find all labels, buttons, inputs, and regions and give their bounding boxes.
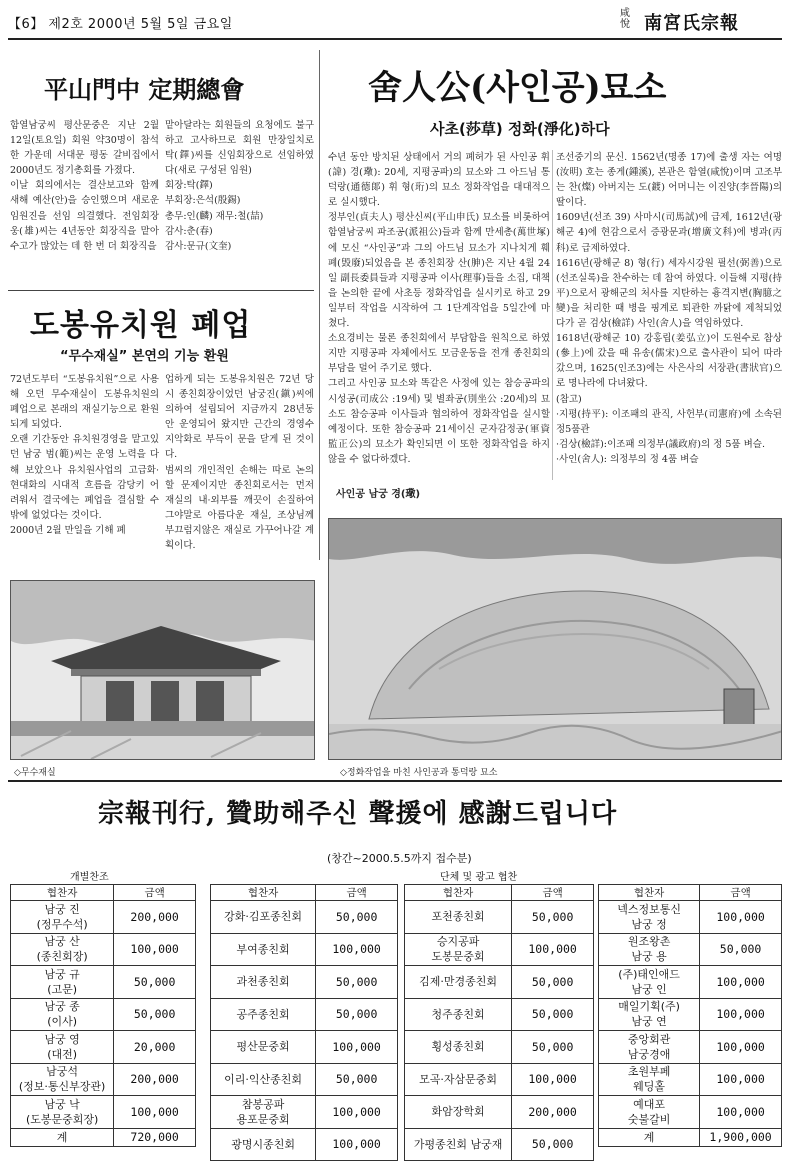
table-row (405, 1128, 594, 1161)
amount-cell: 100,000 (700, 901, 782, 934)
sponsor-detail: 남궁경애 (627, 1047, 671, 1061)
sponsor-name: 남궁 규 (44, 967, 80, 981)
column-divider (319, 50, 320, 560)
individual-label: 개별찬조 (70, 872, 109, 883)
sponsor-name: 남궁 산 (44, 935, 80, 949)
table-row (405, 998, 594, 1031)
sponsor-name: 참봉공파 (241, 1097, 285, 1111)
sponsor-cell (405, 1128, 512, 1161)
sponsor-name: 부여종친회 (236, 942, 290, 956)
amount-cell: 50,000 (316, 1063, 398, 1096)
sponsor-detail: (도봉문중회장) (25, 1112, 99, 1126)
sponsor-detail: 남궁 연 (631, 1015, 667, 1029)
meeting-col1: 함열남궁씨 평산문중은 지난 2월 12일(토요일) 회원 약30명이 참석한 가운데 서대문 평동 갈비집에서 2000년도 정기총회를 가졌다. 이날 회의에서는 결산보고와 함께 새해 예산(안)을 승인했으며 새로운 임원진을 선임 의결했다. 전임회장 웅(雄)씨는 4년동안 회장직을 맡아 수고가 많았는 데 한 번 더 회장직을 (10, 120, 159, 252)
col-amount-header: 금액 (114, 885, 196, 901)
table-row (405, 1063, 594, 1096)
group-donation-table-c (598, 884, 782, 1147)
col-amount-header: 금액 (316, 885, 398, 901)
sponsor-cell (211, 966, 316, 999)
sponsor-cell (211, 998, 316, 1031)
individual-donation-table (10, 884, 196, 1147)
sponsor-detail: 남궁 인 (631, 982, 667, 996)
tomb-headline: 舍人公(사인공)묘소 (368, 68, 667, 108)
sponsor-cell (599, 1128, 700, 1146)
amount-cell: 50,000 (512, 1031, 594, 1064)
amount-cell: 200,000 (114, 1063, 196, 1096)
table-row (599, 1096, 782, 1129)
table-row (599, 1031, 782, 1064)
table-row (599, 966, 782, 999)
table-row (11, 901, 196, 934)
amount-cell: 100,000 (316, 1128, 398, 1161)
sponsor-name: 모곡·자삼문중회 (419, 1072, 498, 1086)
sponsor-cell (211, 901, 316, 934)
group-donation-table-b (404, 884, 594, 1161)
sponsor-cell (599, 1031, 700, 1064)
sponsor-cell (405, 1063, 512, 1096)
table-row (599, 1063, 782, 1096)
col-amount-header: 금액 (512, 885, 594, 901)
masthead (8, 4, 782, 40)
tomb-col1: 수년 동안 방치된 상태에서 거의 폐허가 된 사인공 휘(諱) 경(璥): 20세, 지평공파)의 묘소와 그 아드님 통덕랑(通德郞) 휘 형(珩)의 묘소 정화작업을 대대적으로 실시했다. 정부인(貞夫人) 평산신씨(平山申氏) 묘소를 비롯하여 함열남궁씨 파조공(派祖公)들과 함께 만세총(萬世塚)에 모신 “사인공”과 그의 아드님 묘소가 지나치게 훼폐(毁廢)되었음을 본 종친회장 산(胂)은 지난 4월 24일 副長委員들과 지평공파 이사(理事)들을 소집, 대책을 논의한 끝에 사초등 정화작업을 실시키로 하고 29일부터 작업을 시작하여 그 1단계작업을 5일간에 마쳤다. 소요경비는 물론 종친회에서 부담함을 원칙으로 하였지만 지평공파 자체에서도 모금운동을 전개 종친회의 부담을 덜어 주기로 했다. 그리고 사인공 묘소와 똑같은 사정에 있는 참승공파의 시성공(司成公 :19세) 및 별좌공(別坐公 :20세)의 묘소도 참승공파 이사들과 협의하여 정화작업을 실시할 예정이다. 또한 참승공파 21세이신 군자감정공(軍資監正公)의 묘소가 확인되면 이 또한 정화작업을 하지 않을 수 없다하겠다. (328, 152, 550, 465)
table-row (211, 901, 398, 934)
table-row (211, 1096, 398, 1129)
sponsor-detail: 남궁 정 (631, 917, 667, 931)
amount-cell: 50,000 (316, 998, 398, 1031)
sponsor-cell (11, 901, 114, 934)
sponsor-cell (11, 998, 114, 1031)
total-row (599, 1128, 782, 1146)
amount-cell: 50,000 (316, 901, 398, 934)
sponsor-detail: 남궁 용 (631, 950, 667, 964)
issue-line: 【6】 제2호 2000년 5월 5일 금요일 (8, 17, 233, 32)
sponsor-name: 초원부페 (627, 1065, 671, 1079)
amount-cell: 100,000 (114, 1096, 196, 1129)
sponsor-name: 광명시종친회 (231, 1137, 295, 1151)
sponsor-cell (211, 933, 316, 966)
section-rule (8, 780, 782, 782)
sponsor-cell (599, 1063, 700, 1096)
sponsor-detail: 용포문중회 (236, 1112, 290, 1126)
amount-cell: 100,000 (700, 1063, 782, 1096)
sponsor-cell (405, 1096, 512, 1129)
sponsor-name: 가평종친회 남궁재 (413, 1137, 503, 1151)
sponsor-detail: 웨딩홀 (633, 1080, 666, 1094)
tomb-caption: ◇정화작업을 마친 사인공과 통덕랑 묘소 (340, 768, 498, 778)
table-row (211, 1128, 398, 1161)
sponsor-name: 승지공파 (436, 935, 480, 949)
sponsor-name: 횡성종친회 (431, 1040, 485, 1054)
amount-cell: 100,000 (512, 1063, 594, 1096)
col-sponsor-header: 협찬자 (405, 885, 512, 901)
kindergarten-col2: 업하게 되는 도봉유치원은 72년 당시 종친회장이었던 남궁진(鎭)씨에 의하여 설립되어 지금까지 28년동안 운영되어 왔지만 근간의 경영수지악화로 부득이 문을 닫게 된 것이다. 범씨의 개인적인 손해는 따로 논의 할 문제이지만 종친회로서는 먼저 재실의 내·외부를 깨끗이 손질하여 그야말로 아름다운 재실, 조상님께 부끄럼지않은 재실로 가꾸어나갈 계획이다. (165, 374, 314, 552)
jaesil-caption: ◇무수재실 (14, 768, 56, 778)
amount-cell: 100,000 (316, 1096, 398, 1129)
sponsor-name: 남궁석 (46, 1065, 79, 1079)
sponsor-cell (211, 1063, 316, 1096)
table-row (599, 901, 782, 934)
amount-cell: 100,000 (700, 1031, 782, 1064)
jaesil-illustration (11, 581, 315, 760)
paper-name: 南宮氏宗報 (644, 13, 739, 34)
amount-cell: 100,000 (114, 933, 196, 966)
sponsor-name: 남궁 진 (44, 902, 80, 916)
amount-cell: 50,000 (512, 901, 594, 934)
amount-cell: 50,000 (512, 998, 594, 1031)
group-donation-table-a (210, 884, 398, 1161)
table-row (11, 998, 196, 1031)
sponsor-detail: (종친회장) (36, 950, 88, 964)
tomb-subtitle: 사초(莎草) 정화(淨化)하다 (430, 120, 610, 138)
amount-cell: 50,000 (700, 933, 782, 966)
meeting-headline: 平山門中 定期總會 (44, 75, 245, 104)
table-row (405, 901, 594, 934)
donation-period: (창간~2000.5.5까지 접수분) (327, 852, 472, 865)
sponsor-cell (599, 1096, 700, 1129)
sponsor-detail: (대전) (47, 1047, 78, 1061)
amount-cell: 1,900,000 (700, 1128, 782, 1146)
sponsor-name: 강화·김포종친회 (224, 910, 303, 924)
amount-cell: 100,000 (512, 933, 594, 966)
sponsor-detail: (고문) (47, 982, 78, 996)
table-row (599, 998, 782, 1031)
table-row (11, 933, 196, 966)
table-row (11, 1096, 196, 1129)
tomb-photo (328, 518, 782, 760)
sponsor-cell (211, 1031, 316, 1064)
sponsor-name: 청주종친회 (431, 1007, 485, 1021)
table-row (211, 1031, 398, 1064)
amount-cell: 100,000 (700, 998, 782, 1031)
column-rule (552, 150, 553, 480)
section-rule (8, 290, 314, 291)
sponsor-cell (599, 998, 700, 1031)
tomb-illustration (329, 519, 782, 760)
sponsor-name: 김제·만경종친회 (419, 975, 498, 989)
table-row (11, 1031, 196, 1064)
table-row (211, 966, 398, 999)
sponsor-cell (211, 1096, 316, 1129)
amount-cell: 50,000 (114, 966, 196, 999)
sponsor-cell (405, 901, 512, 934)
sponsor-name: 계 (56, 1130, 68, 1144)
sponsor-cell (11, 1128, 114, 1146)
portrait-caption: 사인공 남궁 경(璥) (336, 489, 421, 500)
paper-motto: 咸悅 (620, 8, 630, 30)
kindergarten-col1: 72년도부터 “도봉유치원”으로 사용해 오던 무수재실이 도봉유치원의 폐업으로 본래의 재실기능으로 환원되게 되었다. 오랜 기간동안 유치원경영을 맡고있던 남궁 범(範)씨는 운영 노력을 다해 보았으나 유치원사업의 고급화·현대화의 시대적 흐름을 감당키 어려워서 결국에는 폐업을 결심할 수밖에 없었다는 것이다. 2000년 2월 만일을 기해 폐 (10, 374, 159, 536)
sponsor-cell (599, 966, 700, 999)
table-row (211, 933, 398, 966)
sponsor-detail: 숫불갈비 (627, 1112, 671, 1126)
table-row (405, 1096, 594, 1129)
amount-cell: 50,000 (316, 966, 398, 999)
sponsor-cell (11, 1096, 114, 1129)
sponsor-cell (11, 966, 114, 999)
amount-cell: 200,000 (512, 1096, 594, 1129)
sponsor-cell (599, 901, 700, 934)
table-row (211, 998, 398, 1031)
sponsor-detail: 도봉문중회 (431, 950, 485, 964)
sponsor-name: 평산문중회 (236, 1040, 290, 1054)
sponsor-cell (405, 933, 512, 966)
donation-headline: 宗報刊行, 贊助해주신 聲援에 感謝드립니다 (98, 799, 618, 829)
sponsor-cell (599, 933, 700, 966)
kindergarten-headline: 도봉유치원 폐업 (30, 308, 252, 343)
jaesil-photo (10, 580, 315, 760)
table-row (11, 1063, 196, 1096)
col-sponsor-header: 협찬자 (11, 885, 114, 901)
sponsor-name: 과천종친회 (236, 975, 290, 989)
sponsor-name: 화암장학회 (431, 1105, 485, 1119)
col-sponsor-header: 협찬자 (599, 885, 700, 901)
sponsor-name: 이리·익산종친회 (224, 1072, 303, 1086)
sponsor-name: 예대포 (633, 1097, 666, 1111)
sponsor-name: 남궁 낙 (44, 1097, 80, 1111)
amount-cell: 50,000 (512, 1128, 594, 1161)
col-amount-header: 금액 (700, 885, 782, 901)
amount-cell: 100,000 (316, 1031, 398, 1064)
table-row (405, 933, 594, 966)
sponsor-name: 넥스정보통신 (617, 902, 681, 916)
sponsor-name: 원조왕촌 (627, 935, 671, 949)
amount-cell: 200,000 (114, 901, 196, 934)
amount-cell: 720,000 (114, 1128, 196, 1146)
col-sponsor-header: 협찬자 (211, 885, 316, 901)
sponsor-cell (405, 998, 512, 1031)
table-row (211, 1063, 398, 1096)
amount-cell: 20,000 (114, 1031, 196, 1064)
sponsor-detail: (이사) (47, 1015, 78, 1029)
table-row (405, 1031, 594, 1064)
sponsor-name: 계 (643, 1130, 655, 1144)
amount-cell: 50,000 (512, 966, 594, 999)
sponsor-name: 남궁 종 (44, 1000, 80, 1014)
amount-cell: 100,000 (700, 966, 782, 999)
sponsor-cell (11, 1031, 114, 1064)
sponsor-name: 포천종친회 (431, 910, 485, 924)
amount-cell: 100,000 (700, 1096, 782, 1129)
sponsor-name: 매일기획(주) (618, 1000, 680, 1014)
table-row (11, 966, 196, 999)
sponsor-name: 중앙회관 (627, 1032, 671, 1046)
sponsor-cell (405, 966, 512, 999)
sponsor-detail: (정무수석) (36, 917, 88, 931)
meeting-col2: 맡아달라는 회원들의 요청에도 불구하고 고사하므로 회원 만장일치로 탁(鐸)씨를 신임회장으로 선임하였다(새로 구성된 임원) 회장:탁(鐸) 부회장:은석(殷錫) 총무:인(麟) 재무:철(喆) 감사:춘(春) 감사:문규(文奎) (165, 120, 314, 252)
table-row (599, 933, 782, 966)
sponsor-name: 남궁 영 (44, 1032, 80, 1046)
tomb-col2: 조선중기의 문신. 1562년(명종 17)에 출생 자는 여명(汝明) 호는 종게(鍾溪), 본관은 함열(咸悅)이며 고조부는 찬(燦) 아버지는 도(鍍) 어머니는 이진양(李晉陽)의 딸이다. 1609년(선조 39) 사마시(司馬試)에 급제, 1612년(광해군 4)에 현감으로서 증광문과(增廣文科)에 병과(丙科)로 급제하였다. 1616년(광해군 8) 형(行) 세자시강원 필선(弼善)으로(선조실록)을 찬수하는 데 참여 하였다. 이들해 지평(持平)으로서 광해군의 처사를 지탄하는 흉격지변(胸臆之變)을 처리한 때 병을 핑계로 퇴관한 까닭에 제척되었다가 곧 검상(檢詳) 사인(舍人)을 역임하였다. 1618년(광해군 10) 강홍립(姜弘立)이 도원수로 참상(參上)에 갔을 때 유송(儒宋)으로 출사관이 되어 따라갔으며, 1625(인조3)에는 사은사의 서장관(書狀官)으로 명나라에 다녀왔다. (참고) ·지평(持平): 이조패의 관직, 사헌부(司憲府)에 소속된 정5품관 ·검상(檢詳):이조패 의정부(議政府)의 정 5품 벼슬. ·사인(舍人): 의정부의 정 4품 벼슬 (556, 152, 782, 465)
total-row (11, 1128, 196, 1146)
sponsor-cell (211, 1128, 316, 1161)
sponsor-cell (11, 1063, 114, 1096)
group-label: 단체 및 광고 협찬 (440, 872, 518, 883)
sponsor-cell (11, 933, 114, 966)
table-row (405, 966, 594, 999)
amount-cell: 100,000 (316, 933, 398, 966)
amount-cell: 50,000 (114, 998, 196, 1031)
sponsor-name: (주)태인애드 (618, 967, 680, 981)
kindergarten-subtitle: “무수재실” 본연의 기능 환원 (60, 349, 229, 364)
sponsor-detail: (정보·통신부장관) (18, 1080, 106, 1094)
sponsor-name: 공주종친회 (236, 1007, 290, 1021)
sponsor-cell (405, 1031, 512, 1064)
